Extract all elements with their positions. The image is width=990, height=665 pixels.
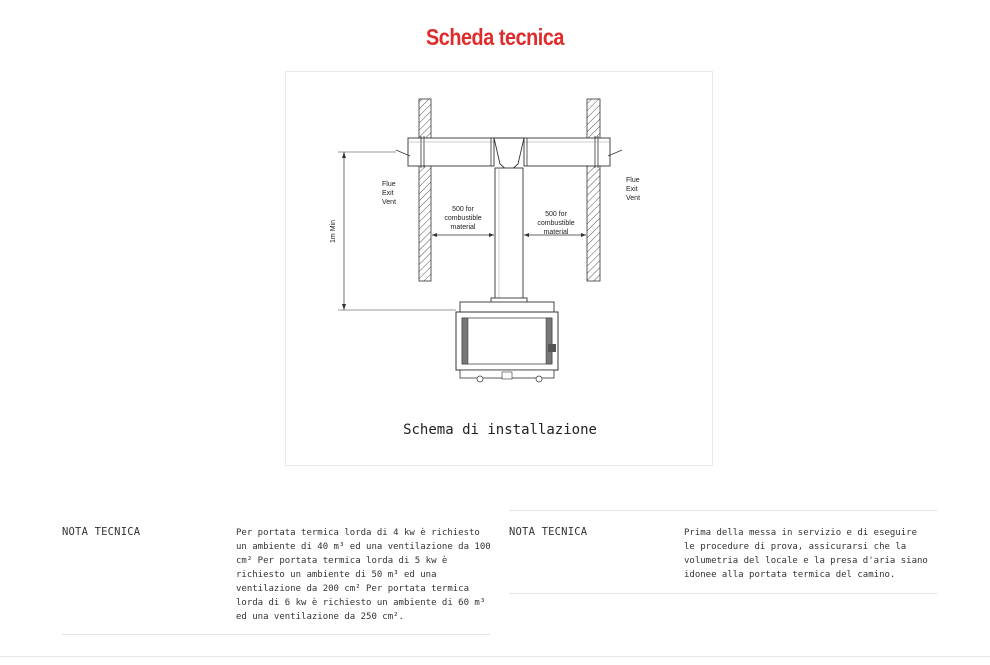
flue-exit-vent-right-label: Flue Exit Vent xyxy=(626,177,641,202)
stove xyxy=(456,302,558,382)
clearance-left-label: 500 for combustible material xyxy=(444,206,482,231)
page-title: Scheda tecnica xyxy=(425,24,565,50)
clearance-right-label: 500 for combustible material xyxy=(537,211,575,236)
installation-drawing xyxy=(286,72,714,467)
page-bottom-divider xyxy=(0,656,990,657)
divider xyxy=(509,593,937,594)
installation-diagram xyxy=(285,71,713,466)
t-connector xyxy=(494,138,524,172)
divider xyxy=(62,634,490,635)
left-wall xyxy=(419,99,431,281)
right-wall xyxy=(587,99,600,281)
note-label: NOTA TECNICA xyxy=(509,526,588,538)
flue-exit-vent-left-label: Flue Exit Vent xyxy=(382,181,397,206)
figure-caption: Schema di installazione xyxy=(403,422,597,438)
divider xyxy=(509,510,937,511)
note-text: Per portata termica lorda di 4 kw è richiesto un ambiente di 40 m³ ed una ventilazione da 100 cm² Per portata termica lorda di 5 kw è richiesto un ambiente di 50 m³ ed una ventilazione da 200 cm² Per portata termica lorda di 6 kw è richiesto un ambiente di 60 m³ ed una ventilazione da 250 cm². xyxy=(236,528,491,622)
height-min-label: 1m Min xyxy=(329,220,337,243)
technical-note-2 xyxy=(509,510,937,596)
note-label: NOTA TECNICA xyxy=(62,526,141,538)
note-text: Prima della messa in servizio e di eseguire le procedure di prova, assicurarsi che la volumetria del locale e la presa d'aria siano idonee alla portata termica del camino. xyxy=(684,528,928,580)
technical-note-1 xyxy=(62,512,490,636)
